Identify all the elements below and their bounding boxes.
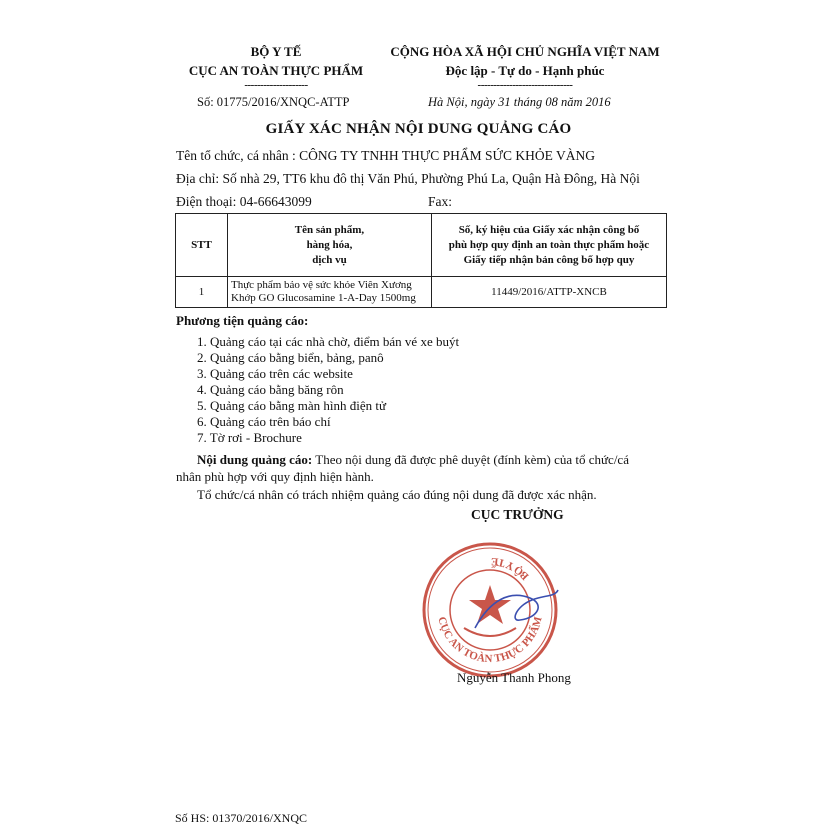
content-line-2: nhân phù hợp với quy định hiện hành.: [176, 469, 374, 484]
col-header-product-line: hàng hóa,: [306, 238, 353, 251]
ministry-name: BỘ Y TẾ: [250, 44, 302, 59]
cell-certificate: 11449/2016/ATTP-XNCB: [432, 277, 667, 308]
col-header-stt: STT: [176, 214, 228, 277]
file-number: Số HS: 01370/2016/XNQC: [175, 811, 308, 825]
cell-product-line: Thực phẩm bảo vệ sức khỏe Viên Xương: [231, 279, 412, 291]
col-header-certificate-line: Số, ký hiệu của Giấy xác nhận công bố: [458, 223, 640, 236]
col-header-certificate-line: phù hợp quy định an toàn thực phẩm hoặc: [448, 238, 650, 251]
list-item: 6. Quảng cáo trên báo chí: [197, 414, 331, 429]
country-name: CỘNG HÒA XÃ HỘI CHỦ NGHĨA VIỆT NAM: [390, 44, 660, 59]
seal-emblem-base: [464, 628, 516, 636]
fax-label: Fax:: [428, 194, 453, 209]
list-item: 2. Quảng cáo bằng biển, bảng, panô: [197, 350, 384, 365]
motto: Độc lập - Tự do - Hạnh phúc: [445, 63, 605, 78]
phone-line: Điện thoại: 04-66643099: [176, 194, 312, 209]
col-header-certificate: [432, 214, 667, 277]
signer-name: Nguyễn Thanh Phong: [457, 670, 571, 685]
list-item: 7. Tờ rơi - Brochure: [197, 430, 302, 445]
content-line: [176, 451, 676, 468]
col-header-product: [228, 214, 432, 277]
seal-top-text: BỘ Y TẾ: [490, 554, 532, 583]
content-paragraph: [176, 451, 676, 485]
place-date: Hà Nội, ngày 31 tháng 08 năm 2016: [428, 95, 611, 109]
content-label: Nội dung quảng cáo:: [197, 452, 313, 467]
signer-title: CỤC TRƯỞNG: [471, 507, 564, 522]
list-item: 3. Quảng cáo trên các website: [197, 366, 353, 381]
cell-product-line: Khớp GO Glucosamine 1-A-Day 1500mg: [231, 292, 416, 304]
department-name: CỤC AN TOÀN THỰC PHẨM: [188, 63, 364, 78]
address-line: Địa chỉ: Số nhà 29, TT6 khu đô thị Văn Phú, Phường Phú La, Quận Hà Đông, Hà Nội: [176, 171, 640, 186]
national-motto-block: [380, 42, 670, 90]
cell-stt: 1: [176, 277, 228, 308]
col-header-certificate-line: Giấy tiếp nhận bản công bố hợp quy: [463, 253, 635, 266]
col-header-product-line: dịch vụ: [312, 253, 347, 266]
issuing-agency-block: [176, 42, 376, 90]
official-seal: [420, 540, 560, 680]
cell-product: [228, 277, 432, 308]
list-item: 1. Quảng cáo tại các nhà chờ, điểm bán vé xe buýt: [197, 334, 460, 349]
document-title: GIẤY XÁC NHẬN NỘI DUNG QUẢNG CÁO: [265, 121, 572, 137]
agency-underline: --------------------: [244, 79, 308, 91]
media-section-title: Phương tiện quảng cáo:: [176, 313, 309, 328]
motto-underline: ------------------------------: [477, 79, 573, 91]
col-header-product-line: Tên sản phẩm,: [294, 223, 365, 236]
product-table: [175, 213, 667, 308]
list-item: 4. Quảng cáo bằng băng rôn: [197, 382, 344, 397]
document-number: Số: 01775/2016/XNQC-ATTP: [197, 95, 350, 109]
table-header-row: [176, 214, 667, 277]
media-list: [197, 334, 459, 446]
organization-line: Tên tổ chức, cá nhân : CÔNG TY TNHH THỰC PHẨM SỨC KHỎE VÀNG: [176, 148, 595, 163]
star-icon: [469, 585, 511, 624]
content-text: Theo nội dung đã được phê duyệt (đính kèm) của tổ chức/cá: [312, 452, 629, 467]
list-item: 5. Quảng cáo bằng màn hình điện tử: [197, 398, 387, 413]
table-row: [176, 277, 667, 308]
responsibility-statement: Tổ chức/cá nhân có trách nhiệm quảng cáo đúng nội dung đã được xác nhận.: [197, 487, 597, 502]
seal-ring-text: CỤC AN TOÀN THỰC PHẨM: [435, 615, 545, 666]
